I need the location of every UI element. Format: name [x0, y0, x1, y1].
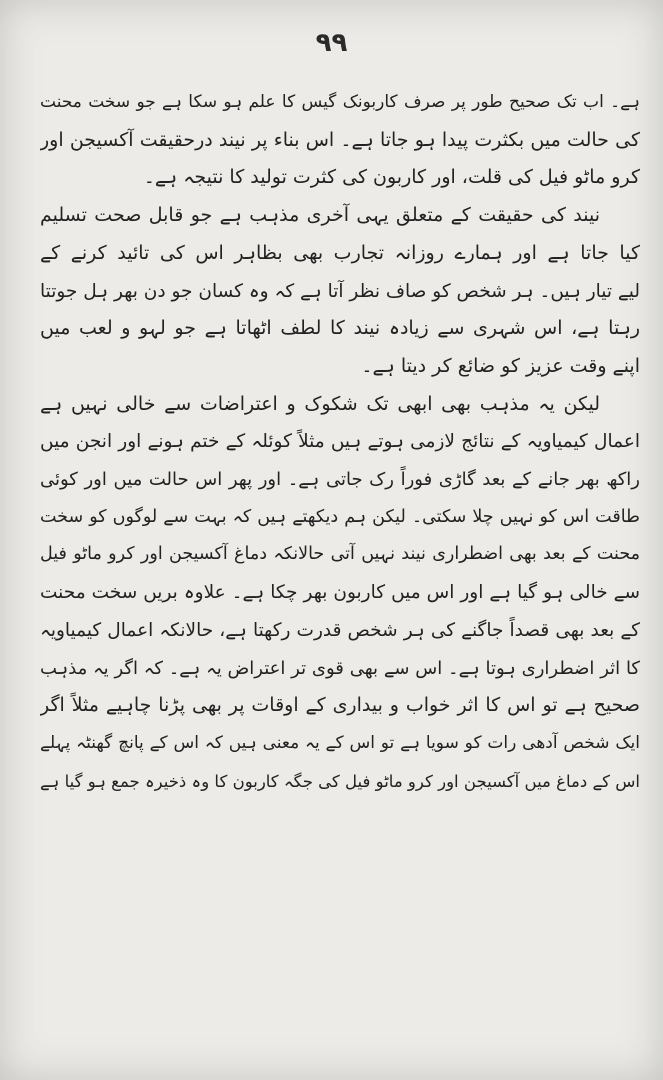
text-line: کرو ماٹو فیل کی قلت، اور کاربون کی کثرت تولید کا نتیجہ ہے۔ — [143, 166, 640, 189]
text-line: محنت کے بعد بھی اضطراری نیند نہیں آتی حالانکہ دماغ آکسیجن اور کرو ماٹو فیل — [40, 544, 640, 565]
text-line: نیند کی حقیقت کے متعلق یہی آخری مذہب ہے جو قابل صحت تسلیم — [40, 204, 600, 227]
text-line: کے بعد بھی قصداً جاگنے کی ہر شخص قدرت رکھتا ہے، حالانکہ اعمال کیمیاویہ — [40, 619, 640, 641]
body-text — [40, 84, 640, 800]
text-line: لیکن یہ مذہب بھی ابھی تک شکوک و اعتراضات سے خالی نہیں ہے — [40, 392, 600, 415]
text-line: ایک شخص آدھی رات کو سویا ہے تو اس کے یہ معنی ہیں کہ اس کے پانچ گھنٹہ پہلے — [40, 732, 640, 753]
text-line: لیے تیار ہیں۔ ہر شخص کو صاف نظر آتا ہے کہ وہ کسان جو دن بھر ہل جوتتا — [40, 280, 640, 302]
text-line: ہے۔ اب تک صحیح طور پر صرف کاربونک گیس کا علم ہو سکا ہے جو سخت محنت — [40, 92, 640, 112]
text-line: کیا جاتا ہے اور ہمارے روزانہ تجارب بھی بظاہر اس کی تائید کرنے کے — [40, 241, 640, 264]
text-line: طاقت اس کو نہیں چلا سکتی۔ لیکن ہم دیکھتے ہیں کہ بہت سے لوگوں کو سخت — [40, 506, 640, 527]
text-line: سے خالی ہو گیا ہے اور اس میں کاربون بھر چکا ہے۔ علاوہ بریں سخت محنت — [40, 582, 640, 604]
text-line: اپنے وقت عزیز کو ضائع کر دیتا ہے۔ — [361, 354, 640, 377]
text-line: کا اثر اضطراری ہوتا ہے۔ اس سے بھی قوی تر اعتراض یہ ہے۔ کہ اگر یہ مذہب — [40, 657, 640, 679]
text-line: راکھ بھر جانے کے بعد گاڑی فوراً رک جاتی ہے۔ اور پھر اس حالت میں اور کوئی — [40, 469, 640, 491]
page-number: ۹۹ — [315, 28, 348, 58]
text-line: صحیح ہے تو اس کا اثر خواب و بیداری کے اوقات پر بھی پڑنا چاہیے مثلاً اگر — [40, 694, 640, 717]
text-line: اس کے دماغ میں آکسیجن اور کرو ماٹو فیل کی جگہ کاربون کا وہ ذخیرہ جمع ہو گیا ہے — [40, 771, 640, 791]
text-line: اعمال کیمیاویہ کے نتائج لازمی ہوتے ہیں مثلاً کوئلہ کے ختم ہونے اور انجن میں — [40, 431, 640, 453]
text-line: کی حالت میں بکثرت پیدا ہو جاتا ہے۔ اس بناء پر نیند درحقیقت آکسیجن اور — [40, 128, 640, 151]
text-line: رہتا ہے، اس شہری سے زیادہ نیند کا لطف اٹھاتا ہے جو لہو و لعب میں — [40, 317, 640, 340]
